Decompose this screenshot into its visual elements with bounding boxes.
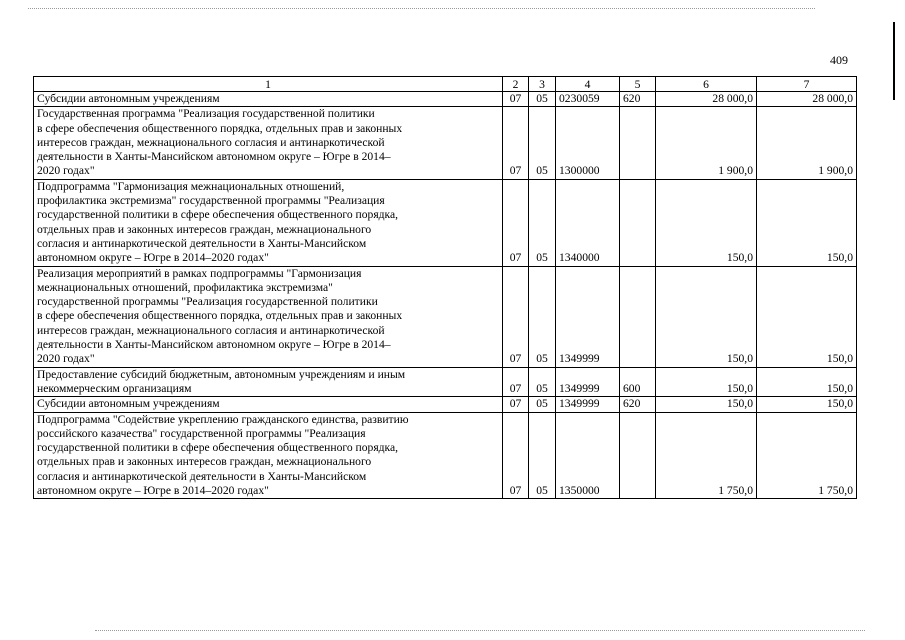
row-section: 07 [503,397,529,412]
row-amount-6: 28 000,0 [656,92,757,107]
row-amount-7: 1 750,0 [757,412,857,499]
column-header: 1 [34,77,503,92]
row-target-code: 1340000 [556,179,620,266]
row-name: Субсидии автономным учреждениям [34,92,503,107]
table-row [34,107,857,179]
row-expense-type [620,179,656,266]
row-name: Реализация мероприятий в рамках подпрограммы "Гармонизация межнациональных отношений, профилактика экстремизма" государственной программы "Реализация государственной политики в сфере обеспечения общественного порядка, отдельных прав и законных интересов граждан, межнационального согласия и антинаркотической деятельности в Ханты-Мансийском автономном округе – Югре в 2014– 2020 годах" [34,266,503,367]
row-expense-type: 600 [620,367,656,397]
row-amount-6: 1 900,0 [656,107,757,179]
row-target-code: 0230059 [556,92,620,107]
column-header: 5 [620,77,656,92]
row-section: 07 [503,367,529,397]
row-amount-6: 150,0 [656,397,757,412]
row-amount-6: 1 750,0 [656,412,757,499]
row-amount-7: 150,0 [757,266,857,367]
table-row [34,266,857,367]
column-header: 6 [656,77,757,92]
table-row [34,412,857,499]
row-section: 07 [503,179,529,266]
row-target-code: 1349999 [556,266,620,367]
row-amount-7: 150,0 [757,367,857,397]
table-row [34,179,857,266]
row-target-code: 1350000 [556,412,620,499]
scan-edge-top [28,8,815,9]
row-section: 07 [503,412,529,499]
row-target-code: 1349999 [556,367,620,397]
column-header: 2 [503,77,529,92]
row-section: 07 [503,92,529,107]
row-subsection: 05 [529,367,556,397]
page-number: 409 [830,53,848,67]
row-name: Подпрограмма "Содействие укреплению гражданского единства, развитию российского казачества" государственной программы "Реализация государственной политики в сфере обеспечения общественного порядка, отдельных прав и законных интересов граждан, межнационального согласия и антинаркотической деятельности в Ханты-Мансийском автономном округе – Югре в 2014–2020 годах" [34,412,503,499]
row-amount-7: 1 900,0 [757,107,857,179]
row-name: Субсидии автономным учреждениям [34,397,503,412]
row-expense-type [620,412,656,499]
row-subsection: 05 [529,179,556,266]
row-subsection: 05 [529,107,556,179]
row-target-code: 1349999 [556,397,620,412]
scan-edge-bottom [95,630,865,631]
row-section: 07 [503,107,529,179]
row-name: Предоставление субсидий бюджетным, автономным учреждениям и иным некоммерческим организациям [34,367,503,397]
row-expense-type [620,107,656,179]
row-expense-type: 620 [620,92,656,107]
row-subsection: 05 [529,92,556,107]
row-amount-7: 150,0 [757,397,857,412]
budget-table [33,76,857,499]
row-amount-7: 150,0 [757,179,857,266]
row-expense-type [620,266,656,367]
column-header: 4 [556,77,620,92]
row-name: Государственная программа "Реализация государственной политики в сфере обеспечения общественного порядка, отдельных прав и законных интересов граждан, межнационального согласия и антинаркотической деятельности в Ханты-Мансийском автономном округе – Югре в 2014– 2020 годах" [34,107,503,179]
row-expense-type: 620 [620,397,656,412]
row-amount-7: 28 000,0 [757,92,857,107]
row-amount-6: 150,0 [656,179,757,266]
table-row [34,397,857,412]
row-subsection: 05 [529,412,556,499]
table-row [34,367,857,397]
row-amount-6: 150,0 [656,367,757,397]
table-row [34,92,857,107]
row-name: Подпрограмма "Гармонизация межнациональных отношений, профилактика экстремизма" государственной программы "Реализация государственной политики в сфере обеспечения общественного порядка, отдельных прав и законных интересов граждан, межнационального согласия и антинаркотической деятельности в Ханты-Мансийском автономном округе – Югре в 2014–2020 годах" [34,179,503,266]
row-amount-6: 150,0 [656,266,757,367]
row-target-code: 1300000 [556,107,620,179]
column-header: 3 [529,77,556,92]
row-subsection: 05 [529,397,556,412]
table-header-row [34,77,857,92]
column-header: 7 [757,77,857,92]
row-subsection: 05 [529,266,556,367]
row-section: 07 [503,266,529,367]
scan-edge-right [893,22,895,100]
